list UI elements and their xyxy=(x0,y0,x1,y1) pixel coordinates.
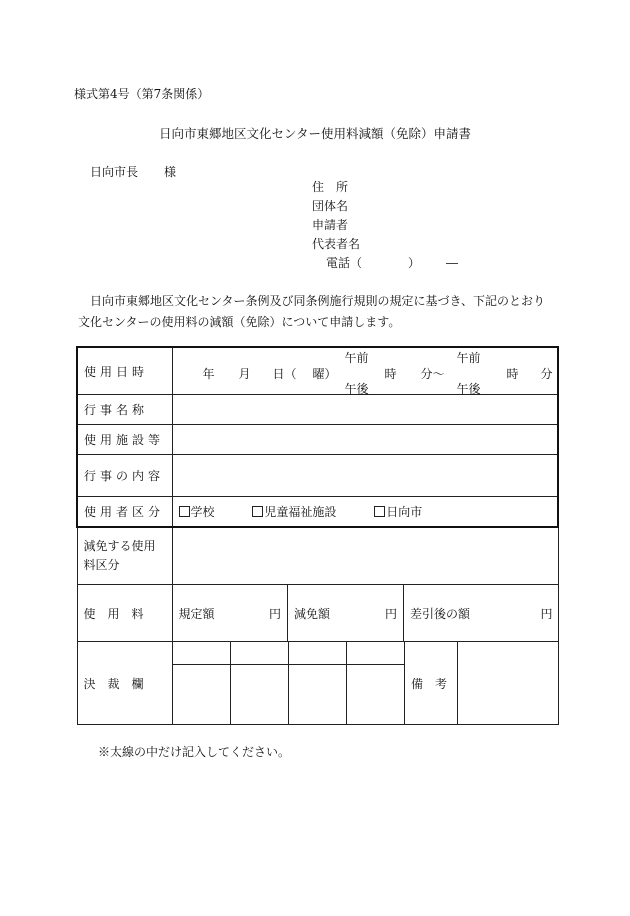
fee-label: 使 用 料 xyxy=(77,585,172,642)
approval-seal-3 xyxy=(289,664,347,724)
day-label: 日（ xyxy=(272,367,297,381)
usage-datetime-label: 使用日時 xyxy=(77,347,172,395)
welfare-option[interactable]: 児童福祉施設 xyxy=(252,505,336,519)
phone-close: ） xyxy=(408,256,421,270)
phone-label: 電話（ xyxy=(326,256,363,270)
pm-label-1: 午後 xyxy=(344,382,369,395)
address-label: 住 所 xyxy=(312,180,349,194)
user-category-label: 使用者区分 xyxy=(77,497,172,527)
addressee-name: 日向市長 xyxy=(90,165,139,179)
remarks-field xyxy=(458,642,559,724)
standard-amount-cell: 規定額 円 xyxy=(173,585,288,641)
approval-seal-4 xyxy=(347,664,405,724)
application-table xyxy=(76,346,559,725)
event-content-field[interactable] xyxy=(172,455,558,497)
am-label-1: 午前 xyxy=(344,351,369,365)
approval-label: 決 裁 欄 xyxy=(77,642,172,725)
fee-category-field xyxy=(172,527,558,585)
form-reference: 様式第4号（第7条関係） xyxy=(74,87,210,101)
footnote: ※太線の中だけ記入してください。 xyxy=(98,745,291,759)
phone-line xyxy=(312,254,458,273)
representative-label: 代表者名 xyxy=(312,237,361,251)
year-label: 年 xyxy=(202,367,215,381)
remarks-label: 備 考 xyxy=(405,642,458,724)
school-checkbox[interactable] xyxy=(179,506,190,517)
approval-header-3 xyxy=(289,642,347,664)
group-label: 団体名 xyxy=(312,199,349,213)
applicant-block xyxy=(312,178,458,273)
welfare-checkbox[interactable] xyxy=(252,506,263,517)
applicant-label: 申請者 xyxy=(312,218,349,232)
approval-header-2 xyxy=(231,642,289,664)
month-label: 月 xyxy=(238,367,251,381)
facility-label: 使用施設等 xyxy=(77,425,172,455)
event-name-label: 行事名称 xyxy=(77,395,172,425)
city-option[interactable]: 日向市 xyxy=(374,505,422,519)
hour-label-1: 時 xyxy=(384,367,397,381)
approval-header-1 xyxy=(173,642,231,664)
user-category-options xyxy=(172,497,558,527)
school-option[interactable]: 学校 xyxy=(179,505,215,519)
facility-field[interactable] xyxy=(172,425,558,455)
weekday-label: 曜） xyxy=(312,367,337,381)
addressee xyxy=(90,163,176,180)
fee-breakdown xyxy=(172,585,558,642)
addressee-suffix: 様 xyxy=(164,165,177,179)
minute-label-2: 分 xyxy=(540,367,553,381)
minute-to-label: 分～ xyxy=(420,367,445,381)
reduction-amount-cell: 減免額 円 xyxy=(288,585,404,641)
event-content-label: 行事の内容 xyxy=(77,455,172,497)
city-checkbox[interactable] xyxy=(374,506,385,517)
event-name-field[interactable] xyxy=(172,395,558,425)
am-label-2: 午前 xyxy=(456,351,481,365)
page-title: 日向市東郷地区文化センター使用料減額（免除）申請書 xyxy=(158,126,471,141)
usage-datetime-cell xyxy=(172,347,558,395)
phone-dash: ― xyxy=(446,256,459,270)
approval-grid xyxy=(172,642,558,725)
hour-label-2: 時 xyxy=(506,367,519,381)
fee-category-label: 減免する使用料区分 xyxy=(77,527,172,585)
intro-text: 日向市東郷地区文化センター条例及び同条例施行規則の規定に基づき、下記のとおり文化センターの使用料の減額（免除）について申請します。 xyxy=(78,294,546,329)
pm-label-2: 午後 xyxy=(456,382,481,395)
approval-seal-2 xyxy=(231,664,289,724)
approval-header-4 xyxy=(347,642,405,664)
approval-seal-1 xyxy=(173,664,231,724)
net-amount-cell: 差引後の額 円 xyxy=(404,585,559,641)
